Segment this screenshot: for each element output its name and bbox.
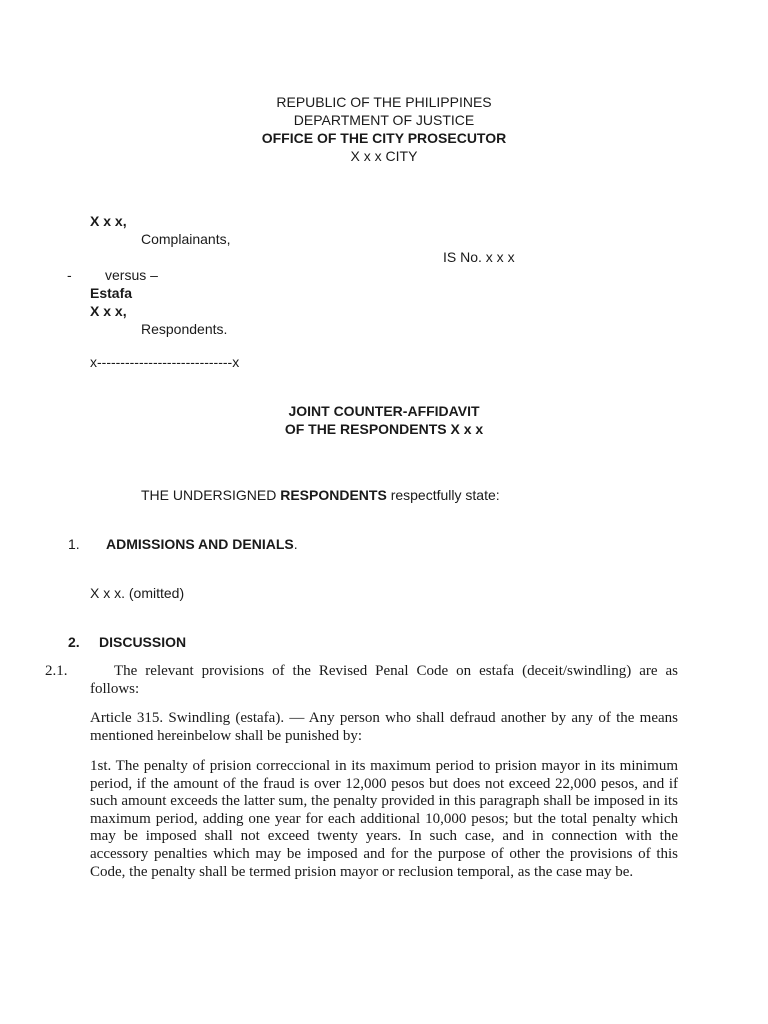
- subsection-2-1-number: 2.1.: [45, 663, 68, 679]
- document-title-line1: JOINT COUNTER-AFFIDAVIT: [288, 403, 480, 419]
- caption-separator: x-----------------------------x: [90, 354, 240, 370]
- case-number: IS No. x x x: [443, 249, 515, 265]
- intro-statement: [141, 486, 500, 504]
- section1-heading: ADMISSIONS AND DENIALS: [106, 536, 294, 552]
- intro-bold: RESPONDENTS: [280, 487, 387, 503]
- respondent-name: X x x,: [90, 303, 127, 319]
- header-department: DEPARTMENT OF JUSTICE: [293, 112, 475, 128]
- subsection-2-1-text: The relevant provisions of the Revised Penal Code on estafa (deceit/swindling) are as follows:: [90, 663, 678, 697]
- article-315-text: Article 315. Swindling (estafa). — Any person who shall defraud another by any of the means mentioned hereinbelow shall be punished by:: [90, 710, 678, 744]
- versus-label: versus –: [105, 267, 158, 283]
- section1-body: X x x. (omitted): [90, 585, 185, 601]
- complainants-label: Complainants,: [141, 231, 231, 247]
- header-republic: REPUBLIC OF THE PHILIPPINES: [276, 94, 492, 110]
- section2-heading: DISCUSSION: [99, 634, 187, 650]
- header-city: X x x CITY: [350, 148, 418, 164]
- section1-heading-wrap: [106, 535, 298, 553]
- complainant-name: X x x,: [90, 213, 127, 229]
- intro-suffix: respectfully state:: [386, 487, 500, 503]
- respondents-label: Respondents.: [141, 321, 228, 337]
- penalty-paragraph: 1st. The penalty of prision correccional in its maximum period to prision mayor in its minimum period, if the amount of the fraud is over 12,000 pesos but does not exceed 22,000 pesos, and if such amount exceeds the latter sum, the penalty provided in this paragraph shall be imposed in its maximum period, adding one year for each additional 10,000 pesos; but the total penalty which may be imposed shall not exceed twenty years. In such case, and in connection with the accessory penalties which may be imposed and for the purpose of other the provisions of this Code, the penalty shall be termed prision mayor or reclusion temporal, as the case may be.: [90, 758, 678, 880]
- section2-number: 2.: [68, 634, 80, 650]
- section1-number: 1.: [68, 536, 80, 552]
- document-title-line2: OF THE RESPONDENTS X x x: [284, 421, 484, 437]
- offense-label: Estafa: [90, 285, 133, 301]
- section1-heading-suffix: .: [293, 536, 298, 552]
- intro-prefix: THE UNDERSIGNED: [141, 487, 281, 503]
- versus-dash: -: [67, 267, 72, 283]
- header-office: OFFICE OF THE CITY PROSECUTOR: [261, 130, 507, 146]
